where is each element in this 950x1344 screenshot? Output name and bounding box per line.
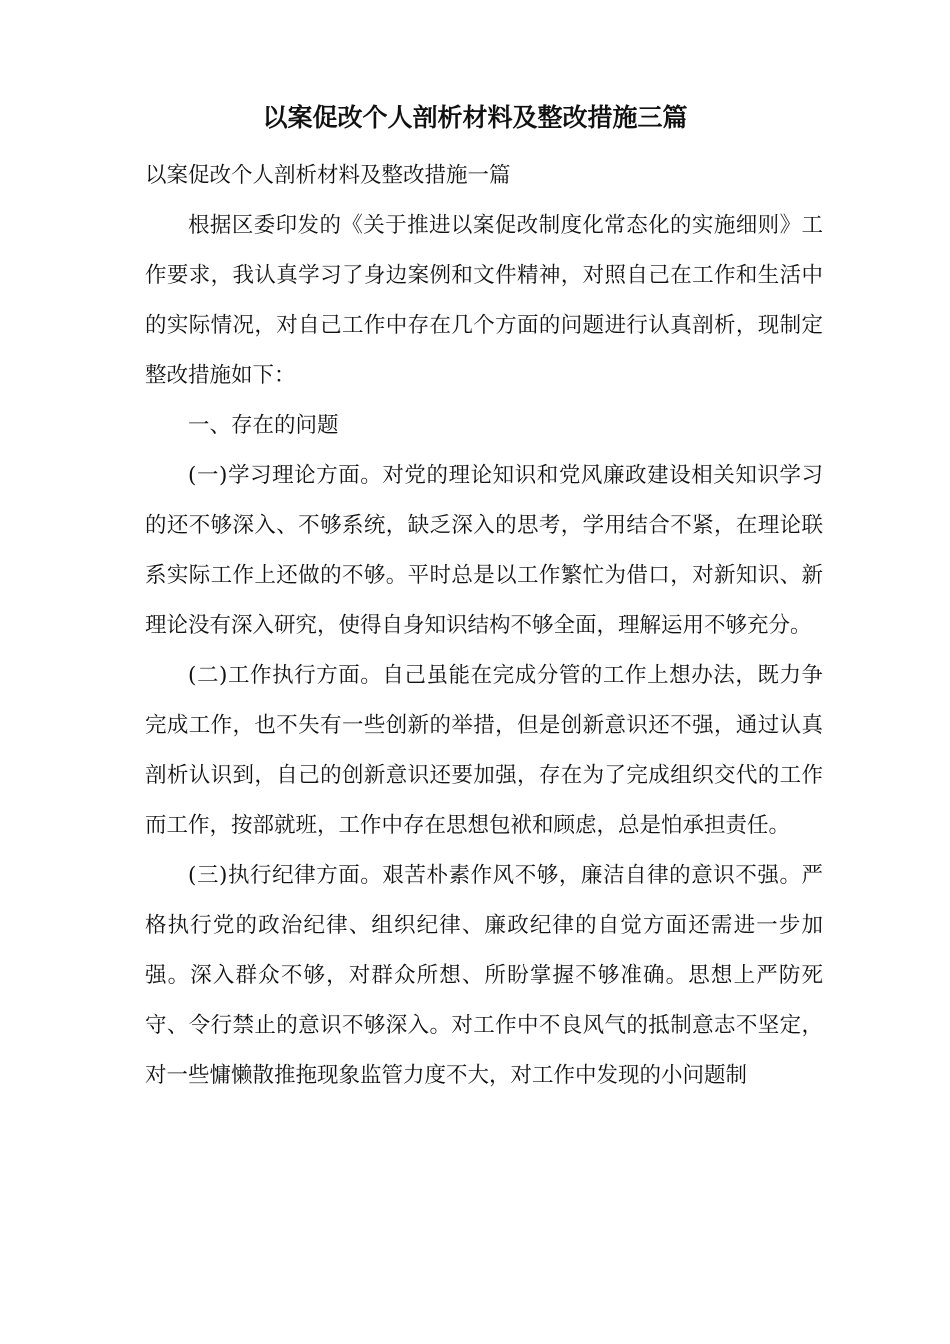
document-body [145,151,823,1101]
paragraph-work-execution: (二)工作执行方面。自己虽能在完成分管的工作上想办法，既力争完成工作，也不失有一些创新的举措，但是创新意识还不强，通过认真剖析认识到，自己的创新意识还要加强，存在为了完成组织交代的工作而工作，按部就班，工作中存在思想包袱和顾虑，总是怕承担责任。 [145,663,823,838]
section-heading-problems: 一、存在的问题 [188,413,339,438]
paragraph-discipline: (三)执行纪律方面。艰苦朴素作风不够，廉洁自律的意识不强。严格执行党的政治纪律、组织纪律、廉政纪律的自觉方面还需进一步加强。深入群众不够，对群众所想、所盼掌握不够准确。思想上严防死守、令行禁止的意识不够深入。对工作中不良风气的抵制意志不坚定，对一些慵懒散推拖现象监管力度不大，对工作中发现的小问题制 [145,863,823,1088]
document-subtitle: 以案促改个人剖析材料及整改措施一篇 [145,163,511,188]
paragraph-intro: 根据区委印发的《关于推进以案促改制度化常态化的实施细则》工作要求，我认真学习了身边案例和文件精神，对照自己在工作和生活中的实际情况，对自己工作中存在几个方面的问题进行认真剖析，现制定整改措施如下： [145,213,823,388]
document-title: 以案促改个人剖析材料及整改措施三篇 [262,103,688,132]
paragraph-theory-study: (一)学习理论方面。对党的理论知识和党风廉政建设相关知识学习的还不够深入、不够系统，缺乏深入的思考，学用结合不紧，在理论联系实际工作上还做的不够。平时总是以工作繁忙为借口，对新知识、新理论没有深入研究，使得自身知识结构不够全面，理解运用不够充分。 [145,463,823,638]
